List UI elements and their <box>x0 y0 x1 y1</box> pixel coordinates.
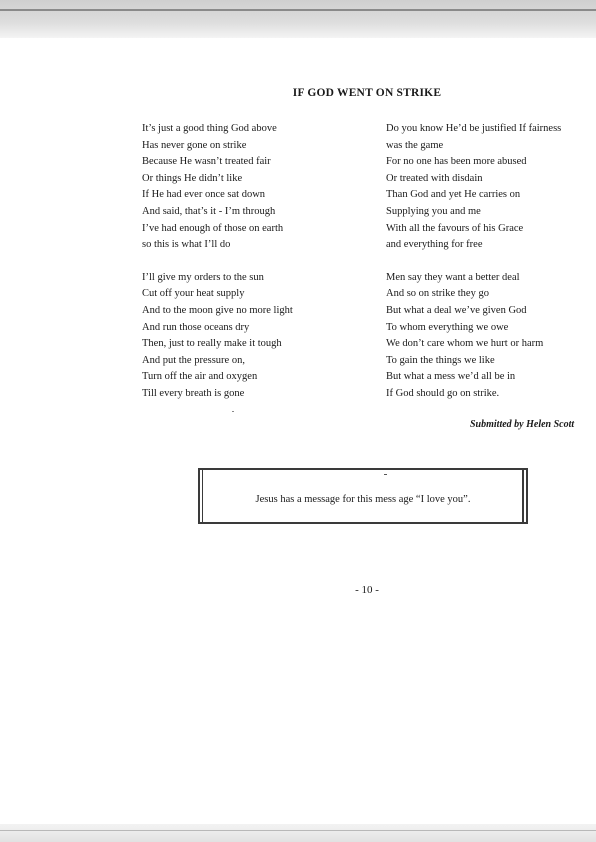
scan-edge-bottom-line <box>0 830 596 831</box>
poem-line: so this is what I’ll do <box>142 239 231 251</box>
poem-line: Do you know He’d be justified If fairness <box>386 123 562 134</box>
poem-line: But what a mess we’d all be in <box>386 371 516 383</box>
stanza-gap <box>386 254 596 270</box>
poem-line: Than God and yet He carries on <box>386 189 521 201</box>
poem-line: To gain the things we like <box>386 354 495 366</box>
poem-line: I’ve had enough of those on earth <box>142 222 284 234</box>
poem-line: Men say they want a better deal <box>386 271 520 283</box>
poem-line: And run those oceans dry <box>142 321 250 333</box>
poem-line: Till every breath is gone <box>142 387 245 399</box>
poem-line: Has never gone on strike <box>142 139 247 151</box>
poem-line: was the game <box>386 139 444 151</box>
poem-line: For no one has been more abused <box>386 156 527 168</box>
poem-line: I’ll give my orders to the sun <box>142 271 264 283</box>
poem-line: It’s just a good thing God above <box>142 123 277 134</box>
poem-line: Or treated with disdain <box>386 172 483 184</box>
scan-edge-bottom <box>0 824 596 842</box>
poem-line: We don’t care whom we hurt or harm <box>386 338 544 350</box>
scan-edge-top-line <box>0 9 596 11</box>
poem-right-column <box>386 121 596 403</box>
poem-line: Or things He didn’t like <box>142 172 243 184</box>
poem-line: Supplying you and me <box>386 205 481 217</box>
poem-line: Then, just to really make it tough <box>142 338 282 350</box>
box-message: Jesus has a message for this mess age “I love you”. <box>255 494 471 505</box>
poem-line: And so on strike they go <box>386 288 489 300</box>
poem-left-column <box>142 121 362 403</box>
box-mark <box>384 474 387 475</box>
poem-line: To whom everything we owe <box>386 321 509 333</box>
poem-title: IF GOD WENT ON STRIKE <box>292 87 442 99</box>
poem-line: And said, that’s it - I’m through <box>142 205 276 217</box>
scan-speck <box>232 411 234 412</box>
stanza-gap <box>142 254 362 270</box>
scan-edge-top <box>0 0 596 38</box>
poem-line: Because He wasn’t treated fair <box>142 156 271 168</box>
poem-line: Turn off the air and oxygen <box>142 371 258 383</box>
poem-line: and everything for free <box>386 239 483 251</box>
poem-line: If God should go on strike. <box>386 387 500 399</box>
poem-line: Cut off your heat supply <box>142 288 245 300</box>
poem-line: And to the moon give no more light <box>142 304 293 316</box>
poem-line: And put the pressure on, <box>142 354 245 366</box>
author-credit: Submitted by Helen Scott <box>470 419 575 430</box>
poem-line: If He had ever once sat down <box>142 189 266 201</box>
poem-line: But what a deal we’ve given God <box>386 304 527 316</box>
page-number: - 10 - <box>355 584 379 596</box>
poem-line: With all the favours of his Grace <box>386 222 524 234</box>
